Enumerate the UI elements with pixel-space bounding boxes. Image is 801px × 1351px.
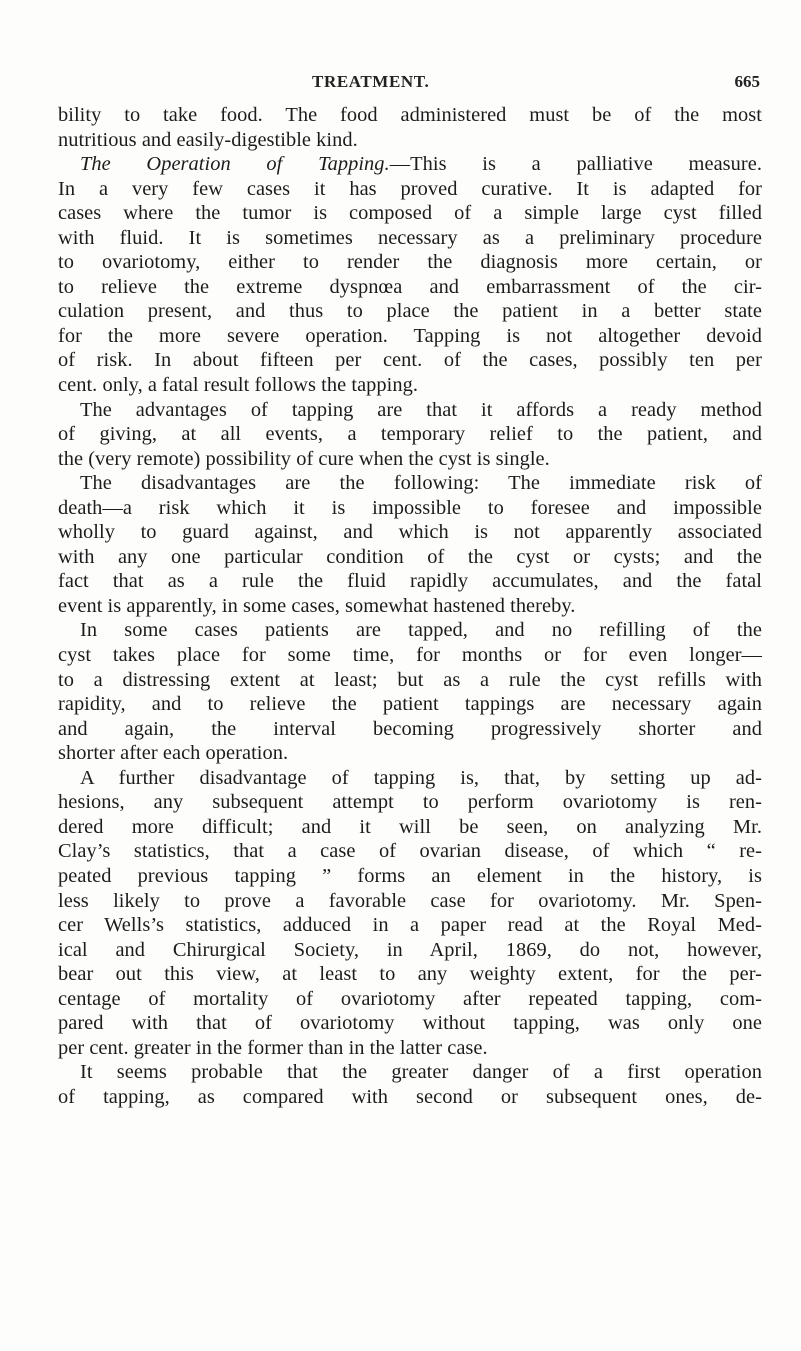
text-line: cent. only, a fatal result follows the tapping. — [58, 374, 419, 397]
text-line: dered more difficult; and it will be seen, on analyzing Mr. — [58, 815, 762, 838]
text-line: to ovariotomy, either to render the diagnosis more certain, or — [58, 251, 762, 274]
text-line: death—a risk which it is impossible to foresee and impossible — [58, 496, 762, 519]
text-line: pared with that of ovariotomy without tapping, was only one — [58, 1012, 762, 1035]
text-line: centage of mortality of ovariotomy after repeated tapping, com- — [58, 987, 762, 1010]
text-line: In some cases patients are tapped, and no refilling of the — [80, 619, 762, 642]
text-line: nutritious and easily-digestible kind. — [58, 128, 358, 151]
text-line: It seems probable that the greater danger of a first operation — [80, 1061, 762, 1084]
text-line: with fluid. It is sometimes necessary as a preliminary procedure — [58, 226, 762, 249]
text-line: peated previous tapping ” forms an element in the history, is — [58, 864, 762, 887]
section-heading-line — [58, 152, 762, 177]
text-line: event is apparently, in some cases, somewhat hastened thereby. — [58, 594, 576, 617]
text-fragment: —This is a palliative measure. — [389, 153, 762, 176]
text-line: to relieve the extreme dyspnœa and embarrassment of the cir- — [58, 275, 762, 298]
running-head-title: TREATMENT. — [312, 72, 430, 91]
text-line: ical and Chirurgical Society, in April, 1869, do not, however, — [58, 938, 762, 961]
text-line: of giving, at all events, a temporary relief to the patient, and — [58, 423, 762, 446]
page-number: 665 — [734, 72, 760, 91]
running-head — [60, 72, 760, 96]
text-line: per cent. greater in the former than in the latter case. — [58, 1036, 488, 1059]
text-line: and again, the interval becoming progressively shorter and — [58, 717, 762, 740]
text-line: hesions, any subsequent attempt to perform ovariotomy is ren- — [58, 791, 762, 814]
text-line: to a distressing extent at least; but as a rule the cyst refills with — [58, 668, 762, 691]
text-line: wholly to guard against, and which is not apparently associated — [58, 521, 762, 544]
text-line: of tapping, as compared with second or subsequent ones, de- — [58, 1085, 762, 1108]
text-line: The disadvantages are the following: The immediate risk of — [80, 472, 762, 495]
text-line: Clay’s statistics, that a case of ovarian disease, of which “ re- — [58, 840, 762, 863]
body-text — [58, 103, 762, 1109]
text-line: In a very few cases it has proved curative. It is adapted for — [58, 177, 762, 200]
text-line: culation present, and thus to place the patient in a better state — [58, 300, 762, 323]
text-line: The advantages of tapping are that it affords a ready method — [80, 398, 762, 421]
text-line: cyst takes place for some time, for months or for even longer— — [58, 644, 762, 667]
text-line: rapidity, and to relieve the patient tappings are necessary again — [58, 693, 762, 716]
text-line: A further disadvantage of tapping is, that, by setting up ad- — [80, 766, 762, 789]
text-line: bear out this view, at least to any weighty extent, for the per- — [58, 963, 762, 986]
text-line: for the more severe operation. Tapping is not altogether devoid — [58, 324, 762, 347]
text-line: fact that as a rule the fluid rapidly accumulates, and the fatal — [58, 570, 762, 593]
section-heading: The Operation of Tapping. — [80, 153, 390, 176]
text-line: cases where the tumor is composed of a simple large cyst filled — [58, 202, 762, 225]
text-line: the (very remote) possibility of cure when the cyst is single. — [58, 447, 550, 470]
text-line: with any one particular condition of the cyst or cysts; and the — [58, 545, 762, 568]
text-line: less likely to prove a favorable case for ovariotomy. Mr. Spen- — [58, 889, 762, 912]
text-line: shorter after each operation. — [58, 742, 289, 765]
text-line: bility to take food. The food administered must be of the most — [58, 104, 762, 126]
text-line: of risk. In about fifteen per cent. of the cases, possibly ten per — [58, 349, 762, 372]
text-line: cer Wells’s statistics, adduced in a paper read at the Royal Med- — [58, 914, 762, 937]
